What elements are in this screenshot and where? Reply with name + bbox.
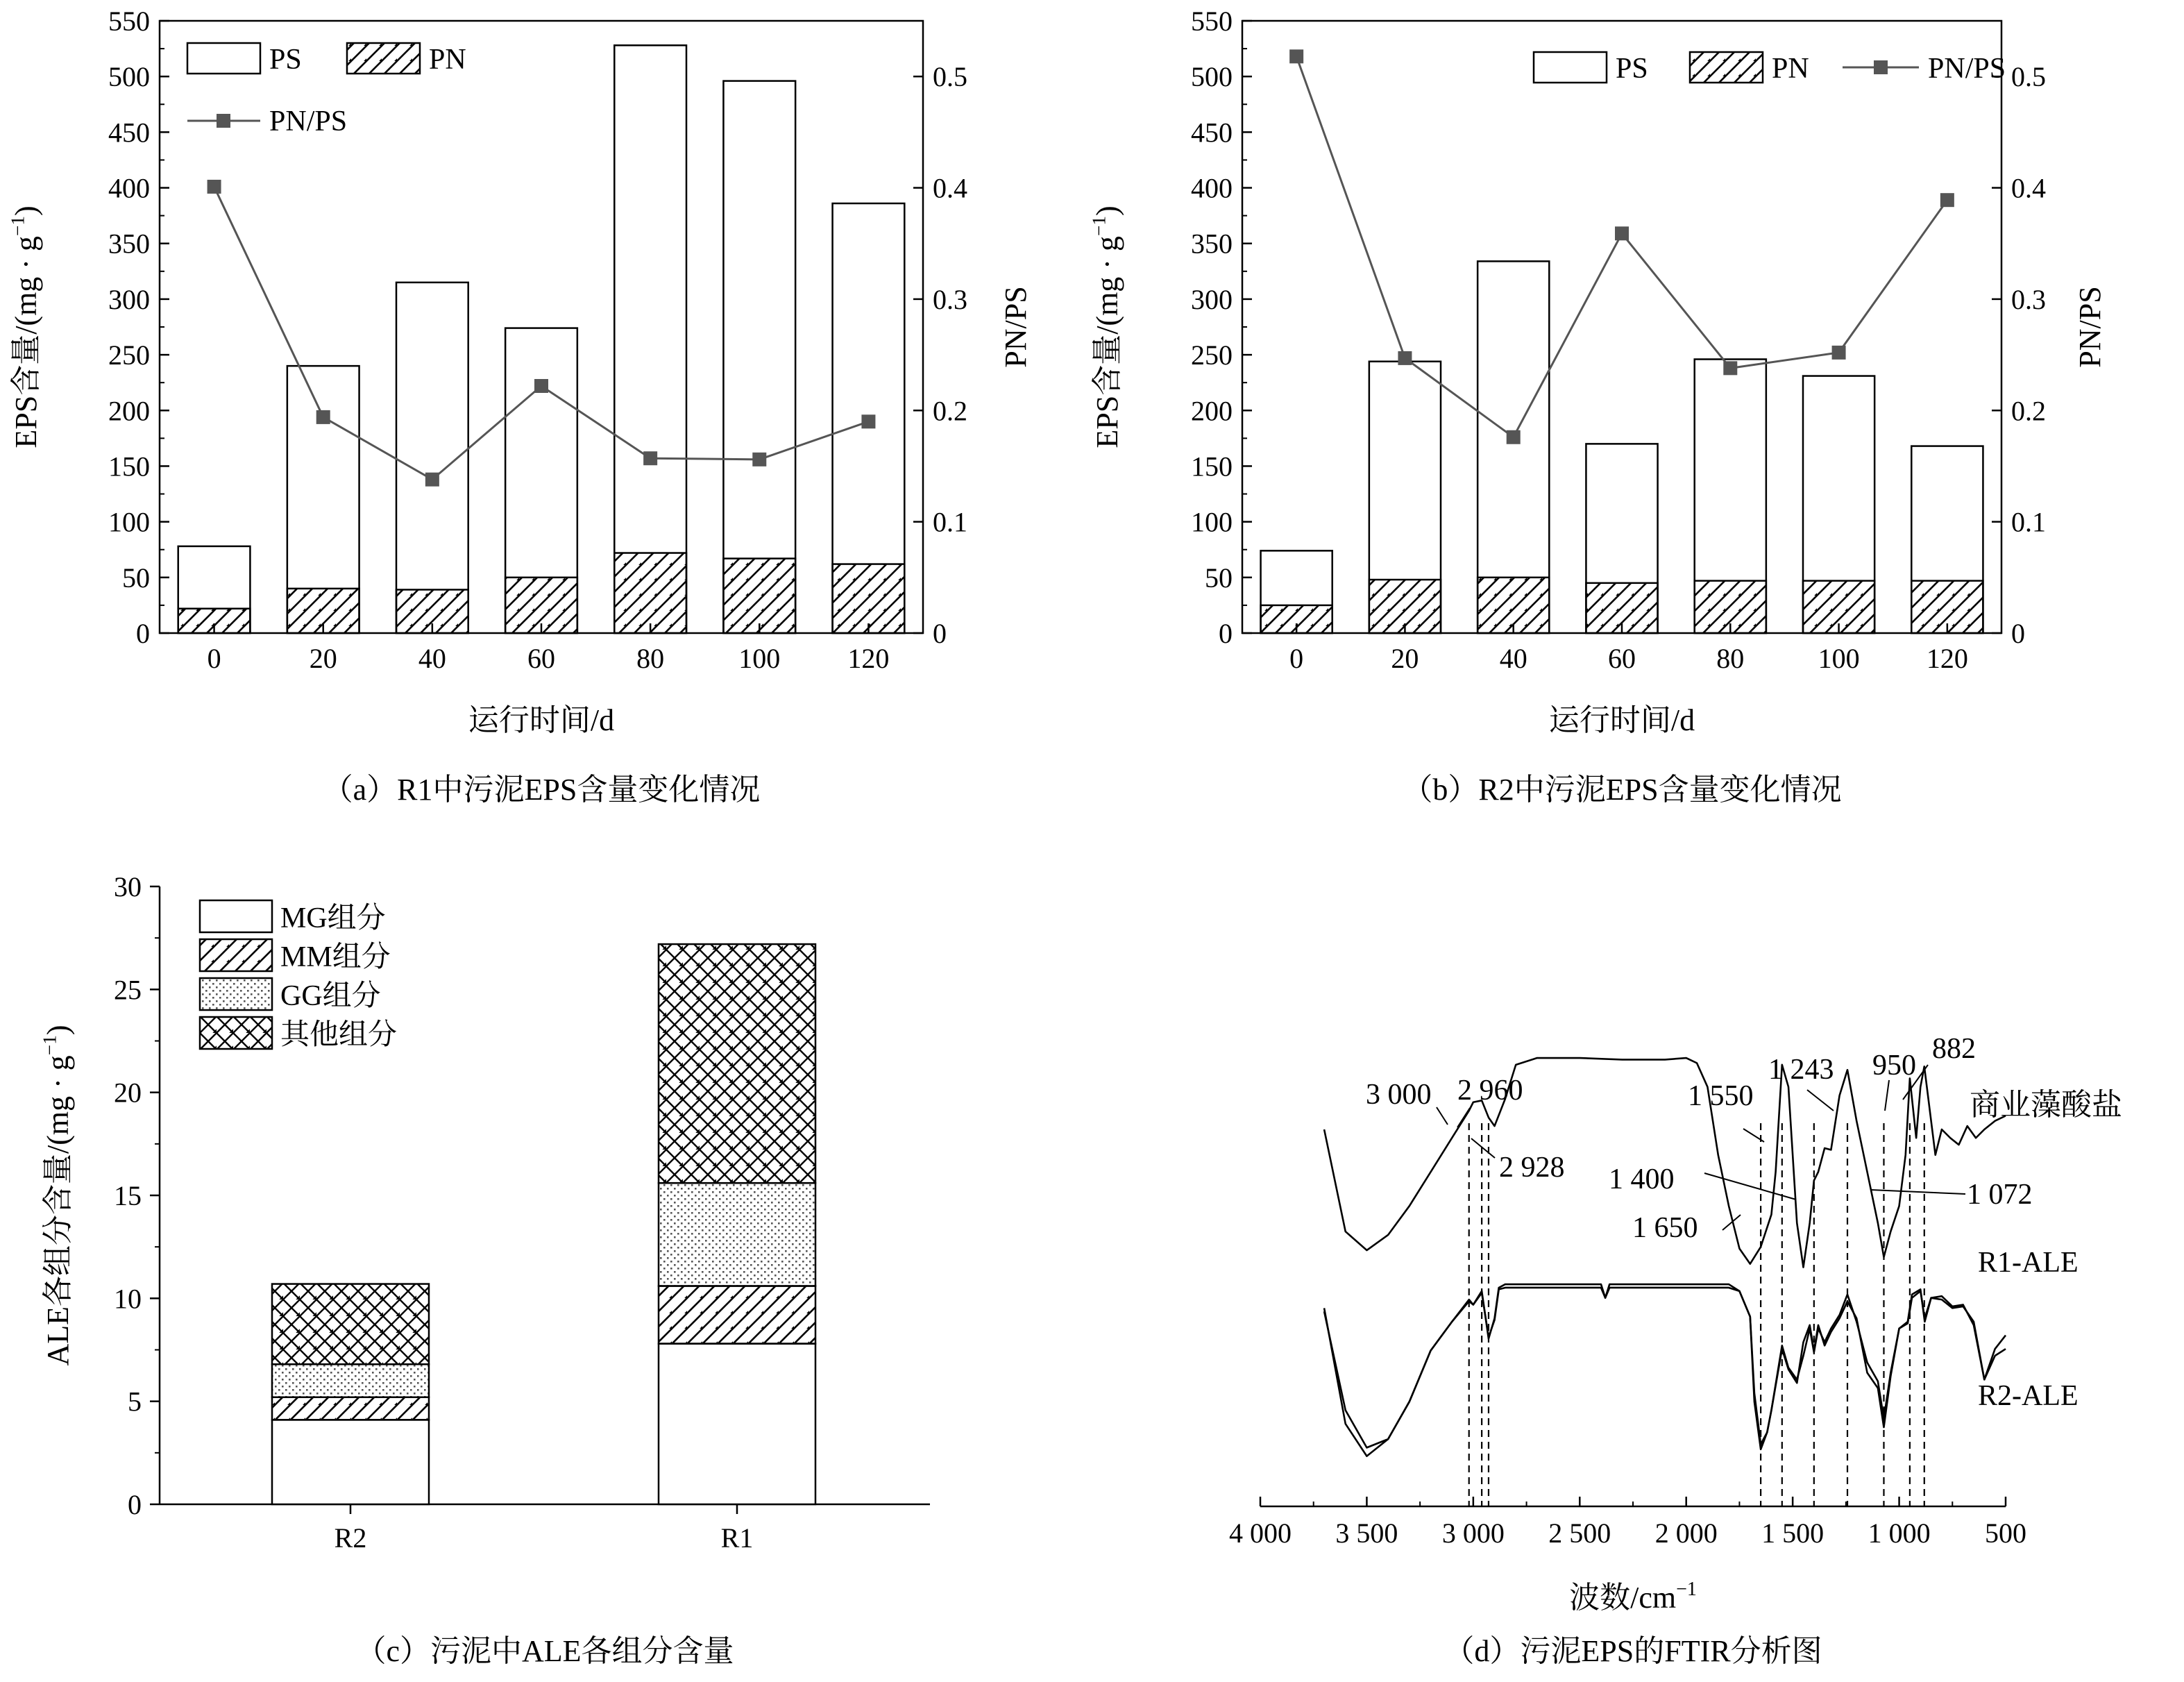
panel-caption: （c）污泥中ALE各组分含量 (355, 1634, 734, 1668)
panel-caption: （a）R1中污泥EPS含量变化情况 (322, 773, 761, 807)
pn-ps-point (752, 453, 766, 466)
legend-swatch-pn (1690, 52, 1763, 83)
x-tick-label: R2 (334, 1522, 367, 1554)
svg-text:EPS含量/(mg · g−1): EPS含量$/(mg \cdot g^{-1})$ (7, 205, 43, 448)
y-tick-label: 550 (1191, 6, 1233, 37)
y-tick-label: 500 (1191, 61, 1233, 93)
y-tick-label: 550 (108, 6, 150, 37)
legend-swatch-ps (1534, 52, 1607, 83)
peak-annotation: 2 928 (1499, 1152, 1565, 1184)
pn-ps-point (1398, 351, 1412, 365)
y2-tick-label: 0.2 (933, 395, 967, 427)
y2-tick-label: 0.1 (933, 506, 967, 538)
legend-swatch-ps (187, 43, 260, 74)
peak-leader-line (1471, 1138, 1495, 1158)
y2-tick-label: 0.4 (2011, 172, 2046, 204)
pn-ps-point (316, 410, 330, 424)
y2-tick-label: 0 (933, 618, 947, 649)
y2-tick-label: 0.3 (2011, 283, 2046, 315)
peak-annotation: 1 072 (1967, 1179, 2033, 1211)
x-tick-label: 60 (527, 643, 555, 674)
ftir-curve-2 (1324, 1288, 2006, 1449)
peak-annotation: 882 (1932, 1033, 1976, 1065)
legend-label-ratio: PN/PS (269, 106, 348, 137)
y2-tick-label: 0.4 (933, 172, 967, 204)
y-tick-label: 250 (108, 339, 150, 371)
pn-ps-point (1832, 346, 1846, 360)
legend-label-3: 其他组分 (280, 1019, 398, 1051)
y-tick-label: 400 (1191, 172, 1233, 204)
y-tick-label: 200 (1191, 395, 1233, 427)
legend-swatch-pn (347, 43, 420, 74)
legend-label-pn: PN (429, 44, 466, 76)
pn-ps-point (861, 414, 875, 428)
stack-segment-R2 (272, 1397, 429, 1420)
y-tick-label: 450 (1191, 117, 1233, 149)
y-tick-label: 100 (1191, 506, 1233, 538)
stack-segment-R1 (659, 1286, 815, 1344)
y-tick-label: 300 (1191, 283, 1233, 315)
y2-axis-label (2073, 286, 2107, 367)
x-axis-label: 运行时间/d (468, 703, 615, 737)
panel-a (108, 6, 1033, 807)
x-axis-label: 运行时间/d (1548, 703, 1695, 737)
x-tick-label: 40 (418, 643, 446, 674)
legend-label-0: MG组分 (280, 902, 386, 934)
pn-ps-point (1940, 193, 1954, 207)
x-tick-label: 120 (1926, 643, 1968, 674)
stack-segment-R1 (659, 1344, 815, 1504)
peak-annotation: 3 000 (1366, 1079, 1432, 1111)
y2-tick-label: 0.5 (2011, 61, 2046, 93)
x-tick-label: 2 000 (1654, 1517, 1718, 1549)
legend-label-ratio: PN/PS (1928, 53, 2006, 85)
legend-swatch-0 (200, 900, 272, 932)
x-tick-label: 20 (309, 643, 337, 674)
y-tick-label: 0 (1219, 618, 1233, 649)
legend-label-ps: PS (269, 44, 302, 76)
stack-segment-R2 (272, 1284, 429, 1365)
x-tick-label: 120 (847, 643, 890, 674)
x-tick-label: 100 (1818, 643, 1860, 674)
ftir-curve-1 (1324, 1284, 2006, 1456)
legend-swatch-3 (200, 1017, 272, 1049)
y-tick-label: 30 (114, 871, 142, 902)
y-axis-label (39, 1025, 75, 1366)
y2-tick-label: 0 (2011, 618, 2025, 649)
peak-leader-line (1871, 1190, 1965, 1194)
legend-swatch-1 (200, 939, 272, 971)
y2-tick-label: 0.3 (933, 283, 967, 315)
y2-tick-label: 0.5 (933, 61, 967, 93)
peak-annotation: 950 (1872, 1050, 1916, 1082)
stack-segment-R2 (272, 1420, 429, 1504)
x-tick-label: 3 000 (1441, 1517, 1505, 1549)
svg-text:波数/cm−1: 波数$/cm^{-1}$ (1569, 1579, 1697, 1615)
pn-ps-point (534, 379, 548, 393)
y-tick-label: 15 (114, 1180, 142, 1211)
stack-segment-R1 (659, 1183, 815, 1286)
legend-swatch-2 (200, 978, 272, 1010)
y2-axis-label (999, 286, 1033, 367)
peak-annotation: 1 550 (1688, 1080, 1754, 1112)
legend-label-1: MM组分 (280, 941, 391, 973)
y-tick-label: 350 (108, 228, 150, 260)
bar-pn-80 (614, 553, 686, 633)
legend-label-pn: PN (1772, 53, 1809, 85)
y-tick-label: 100 (108, 506, 150, 538)
svg-text:ALE各组分含量/(mg · g−1): ALE各组分含量$/(mg \cdot g^{-1})$ (39, 1025, 75, 1366)
peak-leader-line (1807, 1090, 1834, 1111)
x-tick-label: 0 (1289, 643, 1304, 674)
svg-text:PN/PS: PN/PS (2073, 286, 2107, 368)
pn-ps-point (1723, 361, 1737, 375)
stack-segment-R2 (272, 1364, 429, 1397)
y-tick-label: 150 (1191, 451, 1233, 482)
curve-label-alginate: 商业藻酸盐 (1970, 1088, 2122, 1122)
peak-leader-line (1437, 1107, 1448, 1125)
y2-tick-label: 0.2 (2011, 395, 2046, 427)
pn-ps-point (425, 473, 439, 487)
svg-text:PN/PS: PN/PS (999, 286, 1033, 368)
y-tick-label: 10 (114, 1283, 142, 1315)
x-tick-label: R1 (720, 1522, 754, 1554)
legend-swatch-ratio-marker (217, 114, 230, 128)
y-axis-label (1088, 205, 1124, 448)
pn-ps-point (1507, 430, 1521, 444)
peak-annotation: 1 243 (1768, 1054, 1834, 1086)
x-tick-label: 3 500 (1335, 1517, 1398, 1549)
peak-leader-line (1457, 1108, 1470, 1127)
curve-label-r2: R2-ALE (1978, 1380, 2079, 1412)
svg-text:EPS含量/(mg · g−1): EPS含量$/(mg \cdot g^{-1})$ (1088, 205, 1124, 448)
panel-b (1191, 6, 2107, 807)
x-tick-label: 4 000 (1229, 1517, 1292, 1549)
y-tick-label: 50 (1205, 562, 1233, 594)
x-tick-label: 500 (1985, 1517, 2026, 1549)
bar-pn-120 (833, 564, 905, 633)
stack-segment-R1 (659, 944, 815, 1183)
y-tick-label: 200 (108, 395, 150, 427)
y-tick-label: 450 (108, 117, 150, 149)
y-tick-label: 350 (1191, 228, 1233, 260)
x-tick-label: 80 (636, 643, 665, 674)
y-tick-label: 250 (1191, 339, 1233, 371)
peak-annotation: 2 960 (1457, 1075, 1523, 1107)
pn-ps-point (1615, 226, 1629, 240)
x-tick-label: 2 500 (1548, 1517, 1611, 1549)
y-tick-label: 0 (128, 1489, 142, 1520)
y-tick-label: 5 (128, 1386, 142, 1418)
y-tick-label: 20 (114, 1077, 142, 1109)
curve-label-r1: R1-ALE (1978, 1247, 2079, 1279)
y-tick-label: 25 (114, 974, 142, 1006)
panel-c (114, 871, 930, 1668)
bar-pn-100 (723, 559, 795, 633)
legend-label-2: GG组分 (280, 980, 381, 1012)
pn-ps-point (1289, 49, 1303, 63)
panel-d (1229, 1033, 2122, 1668)
peak-leader-line (1885, 1080, 1889, 1111)
bar-ps-100 (723, 81, 795, 633)
x-tick-label: 20 (1391, 643, 1419, 674)
x-tick-label: 60 (1608, 643, 1636, 674)
x-tick-label: 100 (738, 643, 781, 674)
peak-annotation: 1 650 (1632, 1212, 1698, 1244)
y-tick-label: 400 (108, 172, 150, 204)
y-tick-label: 300 (108, 283, 150, 315)
x-axis-label (1569, 1579, 1697, 1615)
y2-tick-label: 0.1 (2011, 506, 2046, 538)
panel-caption: （d）污泥EPS的FTIR分析图 (1444, 1634, 1822, 1668)
legend-label-ps: PS (1616, 53, 1648, 85)
x-tick-label: 1 500 (1761, 1517, 1825, 1549)
x-tick-label: 80 (1716, 643, 1745, 674)
x-tick-label: 0 (207, 643, 221, 674)
x-tick-label: 1 000 (1868, 1517, 1931, 1549)
y-axis-label (7, 205, 43, 448)
bar-ps-80 (614, 45, 686, 633)
y-tick-label: 50 (122, 562, 150, 594)
y-tick-label: 0 (136, 618, 150, 649)
y-tick-label: 500 (108, 61, 150, 93)
y-tick-label: 150 (108, 451, 150, 482)
pn-ps-point (643, 451, 657, 465)
pn-ps-point (208, 180, 221, 194)
x-tick-label: 40 (1499, 643, 1527, 674)
panel-caption: （b）R2中污泥EPS含量变化情况 (1402, 773, 1842, 807)
legend-swatch-ratio-marker (1874, 60, 1888, 74)
peak-annotation: 1 400 (1609, 1163, 1675, 1195)
